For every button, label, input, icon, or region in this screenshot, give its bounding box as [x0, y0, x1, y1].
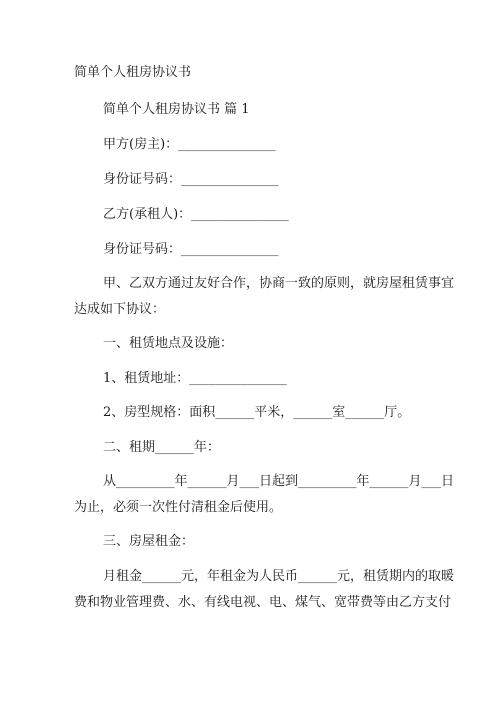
intro-paragraph-line1: 甲、乙双方通过友好合作，协商一致的原则，就房屋租赁事宜: [103, 276, 455, 291]
section-3-heading: 三、房屋租金：: [103, 534, 195, 549]
section-2-heading: 二、租期______年：: [103, 440, 221, 455]
rent-paragraph-line2: 费和物业管理费、水、有线电视、电、煤气、宽带费等由乙方支付: [74, 595, 452, 610]
document-title: 简单个人租房协议书: [74, 65, 192, 80]
intro-paragraph-line2: 达成如下协议：: [74, 302, 166, 317]
party-b-line: 乙方(承租人)：_______________: [103, 207, 289, 222]
period-paragraph-line2: 为止，必须一次性付清租金后使用。: [74, 500, 283, 515]
rent-paragraph-line1: 月租金______元，年租金为人民币______元，租赁期内的取暖: [103, 569, 455, 584]
party-b-id-line: 身份证号码：_______________: [103, 242, 279, 257]
house-type-line: 2、房型规格：面积______平米，______室______厅。: [103, 405, 411, 420]
party-a-id-line: 身份证号码：_______________: [103, 172, 279, 187]
document-subtitle: 简单个人租房协议书 篇 1: [103, 102, 250, 117]
period-paragraph-line1: 从_________年______月___日起到_________年______月___日: [103, 474, 455, 489]
party-a-line: 甲方(房主)：_______________: [103, 137, 276, 152]
rental-address-line: 1、租赁地址：_______________: [103, 371, 287, 386]
section-1-heading: 一、租赁地点及设施：: [103, 336, 234, 351]
